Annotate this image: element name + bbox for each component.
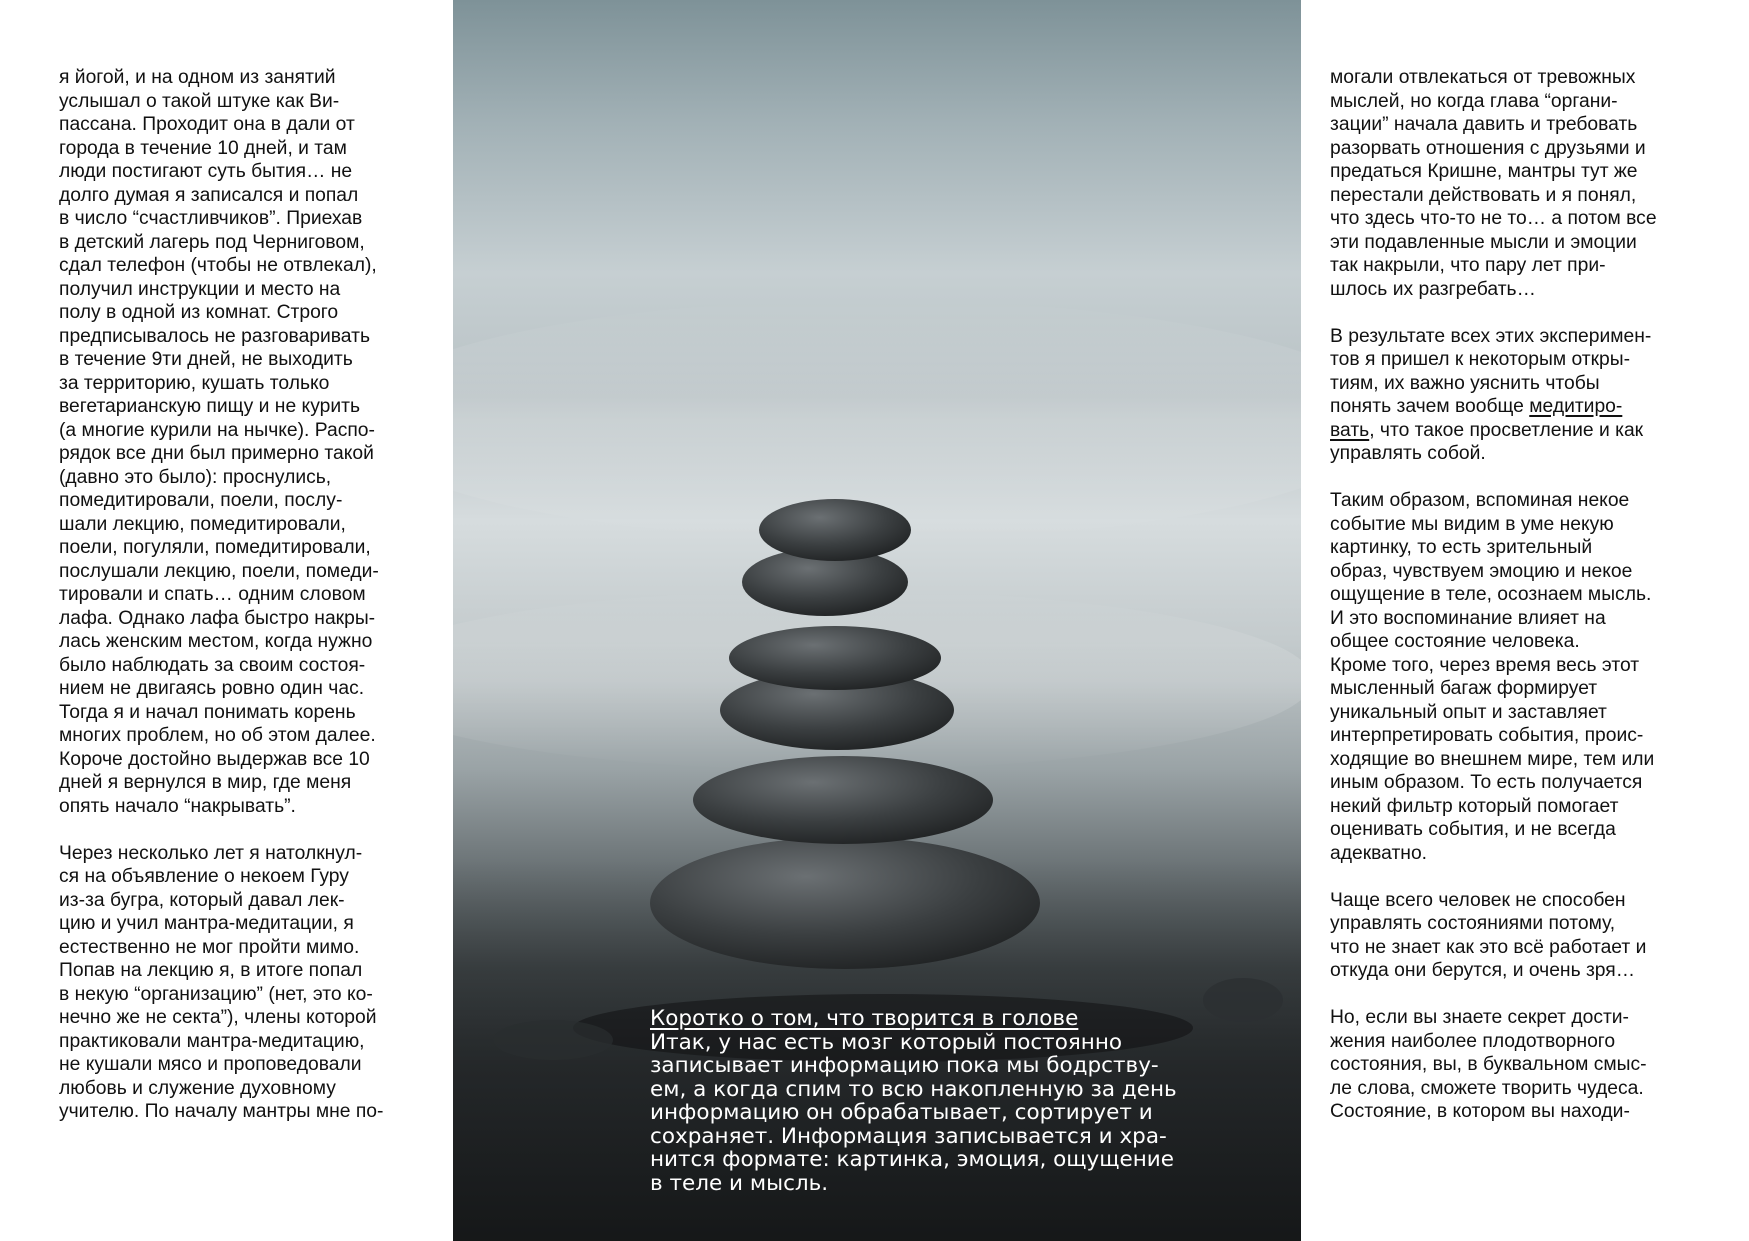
- text-line: тиям, их важно уяснить чтобы: [1330, 372, 1600, 394]
- text-line: Короче достойно выдержав все 10: [59, 748, 370, 770]
- stone-1: [759, 499, 911, 561]
- text-line: (давно это было): проснулись,: [59, 466, 332, 488]
- text-line: событие мы видим в уме некую: [1330, 513, 1614, 535]
- text-line: жения наиболее плодотворного: [1330, 1030, 1616, 1052]
- text-line: Чаще всего человек не способен: [1330, 889, 1626, 911]
- text-line: (а многие курили на нычке). Распо-: [59, 419, 375, 441]
- right-paragraph-1: [1330, 66, 1700, 301]
- stone-6: [650, 837, 1040, 969]
- text-line: управлять состояниями потому,: [1330, 913, 1616, 934]
- text-line: услышал о такой штуке как Ви-: [59, 90, 340, 112]
- text-line: некий фильтр который помогает: [1330, 795, 1619, 817]
- text-line: в детский лагерь под Черниговом,: [59, 231, 365, 253]
- text-line: В результате всех этих эксперимен-: [1330, 325, 1652, 347]
- text-line: мыслей, но когда глава “органи-: [1330, 90, 1618, 112]
- text-line: сдал телефон (чтобы не отвлекал),: [59, 255, 377, 276]
- right-text-column: [1330, 66, 1700, 1147]
- text-line: мысленный багаж формирует: [1330, 678, 1598, 699]
- text-line: лафа. Однако лафа быстро накры-: [59, 607, 376, 629]
- pebble: [493, 1020, 613, 1060]
- text-line: ходящие во внешнем мире, тем или: [1330, 748, 1655, 770]
- text-line: иным образом. То есть получается: [1330, 772, 1643, 793]
- text-line: города в течение 10 дней, и там: [59, 137, 347, 159]
- text-line: цию и учил мантра-медитации, я: [59, 913, 354, 934]
- text-line: перестали действовать и я понял,: [1330, 184, 1637, 206]
- stone-5: [693, 756, 993, 844]
- text-line: предаться Кришне, мантры тут же: [1330, 161, 1638, 182]
- text-line: картинку, то есть зрительный: [1330, 537, 1593, 558]
- text-line: любовь и служение духовному: [59, 1077, 336, 1099]
- text-line: пассана. Проходит она в дали от: [59, 114, 355, 135]
- caption-line: сохраняет. Информация записывается и хра-: [650, 1123, 1167, 1149]
- text-fragment: , что такое просветление и как: [1369, 419, 1644, 441]
- text-line: Тогда я и начал понимать корень: [59, 701, 356, 723]
- text-line: поели, погуляли, помедитировали,: [59, 537, 371, 558]
- text-line: практиковали мантра-медитацию,: [59, 1030, 365, 1052]
- left-paragraph-1: [59, 66, 429, 818]
- text-line: нием не двигаясь ровно один час.: [59, 678, 365, 699]
- text-line: интерпретировать события, проис-: [1330, 725, 1644, 746]
- right-paragraph-3: [1330, 489, 1700, 865]
- text-line: уникальный опыт и заставляет: [1330, 701, 1607, 723]
- text-line: управлять собой.: [1330, 443, 1486, 464]
- caption-line: Итак, у нас есть мозг который постоянно: [650, 1029, 1123, 1055]
- text-line: что здесь что-то не то… а потом все: [1330, 208, 1657, 229]
- text-line: Кроме того, через время весь этот: [1330, 654, 1640, 676]
- text-line: ощущение в теле, осознаем мысль.: [1330, 584, 1652, 605]
- text-line: Попав на лекцию я, в итоге попал: [59, 960, 363, 981]
- text-line: образ, чувствуем эмоцию и некое: [1330, 560, 1633, 582]
- text-line: долго думая я записался и попал: [59, 184, 359, 206]
- text-line: нечно же не секта”), члены которой: [59, 1007, 377, 1028]
- text-line: ся на объявление о некоем Гуру: [59, 866, 349, 887]
- text-line: разорвать отношения с друзьями и: [1330, 137, 1646, 159]
- text-line: Таким образом, вспоминая некое: [1330, 490, 1630, 511]
- text-line: что не знает как это всё работает и: [1330, 936, 1647, 958]
- meditate-link-continued[interactable]: вать: [1330, 419, 1370, 441]
- text-line: оценивать события, и не всегда: [1330, 819, 1616, 840]
- left-paragraph-2: [59, 842, 429, 1124]
- text-line: адекватно.: [1330, 842, 1428, 864]
- caption-line: информацию он обрабатывает, сортирует и: [650, 1100, 1153, 1125]
- text-line: вегетарианскую пищу и не курить: [59, 396, 360, 417]
- text-line: люди постигают суть бытия… не: [59, 161, 353, 182]
- text-line: общее состояние человека.: [1330, 631, 1580, 652]
- text-line: учителю. По началу мантры мне по-: [59, 1101, 384, 1122]
- pebble: [1203, 978, 1283, 1022]
- text-line: так накрыли, что пару лет при-: [1330, 255, 1606, 276]
- text-line: я йогой, и на одном из занятий: [59, 67, 336, 88]
- caption-title: Коротко о том, что творится в голове: [650, 1006, 1079, 1031]
- text-line: опять начало “накрывать”.: [59, 795, 296, 817]
- text-line: не кушали мясо и проповедовали: [59, 1054, 362, 1075]
- text-line: шлось их разгребать…: [1330, 278, 1536, 300]
- stone-3: [729, 626, 941, 690]
- text-line: помедитировали, поели, послу-: [59, 490, 343, 511]
- text-line: откуда они берутся, и очень зря…: [1330, 960, 1636, 981]
- text-line: послушали лекцию, поели, помеди-: [59, 560, 379, 582]
- text-line: ле слова, сможете творить чудеса.: [1330, 1077, 1644, 1099]
- text-line: шали лекцию, помедитировали,: [59, 513, 346, 535]
- caption-line: в теле и мысль.: [650, 1170, 829, 1196]
- text-line: лась женским местом, когда нужно: [59, 631, 373, 652]
- left-text-column: [59, 66, 429, 1147]
- mist-band: [453, 300, 1301, 540]
- text-line: из-за бугра, который давал лек-: [59, 889, 345, 911]
- text-line: получил инструкции и место на: [59, 278, 341, 300]
- text-line: рядок все дни был примерно такой: [59, 443, 374, 464]
- text-fragment: понять зачем вообще: [1330, 396, 1530, 417]
- caption-line: ем, а когда спим то всю накопленную за день: [650, 1076, 1177, 1102]
- text-line: эти подавленные мысли и эмоции: [1330, 231, 1637, 253]
- text-line: дней я вернулся в мир, где меня: [59, 772, 352, 793]
- right-paragraph-2: [1330, 325, 1700, 466]
- right-paragraph-5: [1330, 1006, 1700, 1124]
- text-line: многих проблем, но об этом далее.: [59, 725, 376, 746]
- text-line: могали отвлекаться от тревожных: [1330, 67, 1636, 88]
- meditate-link[interactable]: медитиро-: [1529, 396, 1623, 417]
- photo-caption: [650, 1007, 1210, 1195]
- text-line: было наблюдать за своим состоя-: [59, 654, 366, 676]
- text-line: полу в одной из комнат. Строго: [59, 302, 339, 323]
- text-line: Но, если вы знаете секрет дости-: [1330, 1007, 1629, 1028]
- text-line: Через несколько лет я натолкнул-: [59, 842, 363, 864]
- text-line: зации” начала давить и требовать: [1330, 114, 1638, 135]
- text-line: состояния, вы, в буквальном смыс-: [1330, 1054, 1647, 1075]
- right-paragraph-4: [1330, 889, 1700, 983]
- caption-line: нится формате: картинка, эмоция, ощущение: [650, 1147, 1174, 1172]
- caption-line: записывает информацию пока мы бодрству-: [650, 1053, 1159, 1078]
- text-line: Состояние, в котором вы находи-: [1330, 1101, 1630, 1122]
- text-line: предписывалось не разговаривать: [59, 325, 370, 347]
- text-line: [1330, 419, 1700, 443]
- text-line: И это воспоминание влияет на: [1330, 607, 1606, 629]
- text-line: в течение 9ти дней, не выходить: [59, 349, 353, 370]
- text-line: тов я пришел к некоторым откры-: [1330, 349, 1631, 370]
- text-line: естественно не мог пройти мимо.: [59, 936, 360, 958]
- text-line: [1330, 395, 1700, 419]
- text-line: в число “счастливчиков”. Приехав: [59, 208, 363, 229]
- text-line: в некую “организацию” (нет, это ко-: [59, 983, 373, 1005]
- text-line: тировали и спать… одним словом: [59, 584, 366, 605]
- text-line: за территорию, кушать только: [59, 372, 330, 394]
